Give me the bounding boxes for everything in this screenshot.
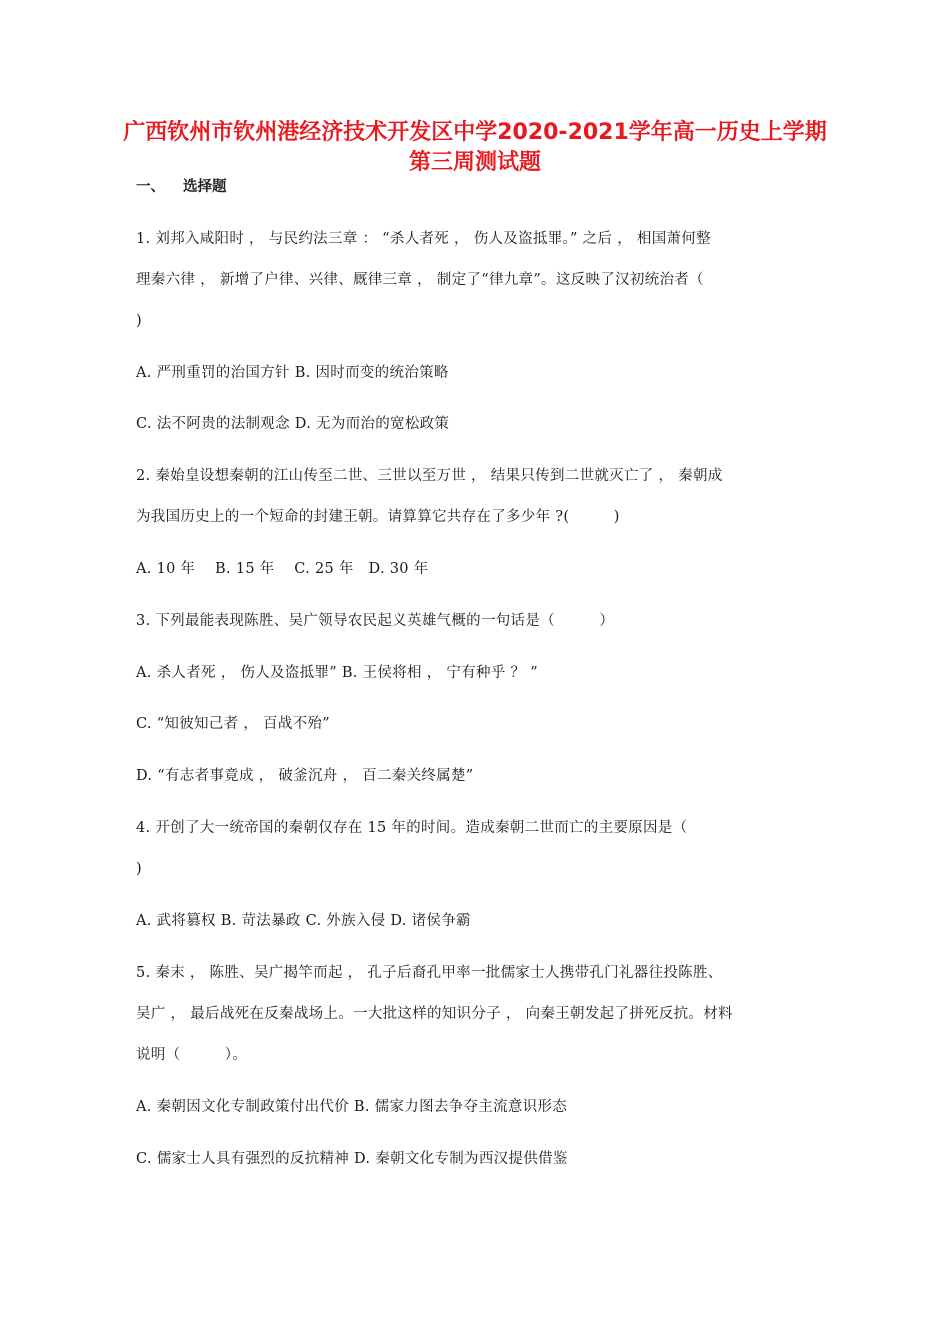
document-title: 广西钦州市钦州港经济技术开发区中学2020-2021学年高一历史上学期第三周测试题	[123, 120, 827, 175]
section-label: 选择题	[183, 179, 227, 195]
question-4-line-1: 4. 开创了大一统帝国的秦朝仅存在 15 年的时间。造成秦朝二世而亡的主要原因是（	[136, 820, 688, 836]
question-2-line-1: 2. 秦始皇设想秦朝的江山传至二世、三世以至万世 ， 结果只传到二世就灭亡了 ， 秦朝成	[136, 468, 723, 484]
question-4-option-line-1: A. 武将篡权 B. 苛法暴政 C. 外族入侵 D. 诸侯争霸	[136, 913, 471, 929]
question-3-option-line-1: A. 杀人者死 ， 伤人及盗抵罪” B. 王侯将相 ， 宁有种乎 ？ ”	[136, 665, 538, 681]
question-2-option-line-1: A. 10 年 B. 15 年 C. 25 年 D. 30 年	[136, 561, 429, 577]
question-5-line-1: 5. 秦末 ， 陈胜、吴广揭竿而起 ， 孔子后裔孔甲率一批儒家士人携带孔门礼器往投陈胜、	[136, 965, 723, 981]
question-5-option-line-2: C. 儒家士人具有强烈的反抗精神 D. 秦朝文化专制为西汉提供借鉴	[136, 1151, 568, 1167]
question-2-line-2: 为我国历史上的一个短命的封建王朝。请算算它共存在了多少年 ?( )	[136, 509, 620, 525]
section-heading	[136, 177, 227, 197]
question-5-line-3: 说明（ ）。	[136, 1047, 248, 1063]
question-5-option-line-1: A. 秦朝因文化专制政策付出代价 B. 儒家力图去争夺主流意识形态	[136, 1099, 568, 1115]
question-3-option-line-3: D. “有志者事竟成 ， 破釜沉舟 ， 百二秦关终属楚”	[136, 768, 474, 784]
question-1-line-3: )	[136, 313, 142, 329]
question-1-option-line-2: C. 法不阿贵的法制观念 D. 无为而治的宽松政策	[136, 416, 450, 432]
question-5-line-2: 吴广 ， 最后战死在反秦战场上。一大批这样的知识分子 ， 向秦王朝发起了拼死反抗。材料	[136, 1006, 733, 1022]
question-3-line-1: 3. 下列最能表现陈胜、吴广领导农民起义英雄气概的一句话是（ ）	[136, 613, 615, 629]
question-4-line-2: )	[136, 861, 142, 877]
question-1-line-2: 理秦六律 ， 新增了户律、兴律、厩律三章 ， 制定了“律九章”。这反映了汉初统治者（	[136, 272, 704, 288]
question-1-option-line-1: A. 严刑重罚的治国方针 B. 因时而变的统治策略	[136, 365, 449, 381]
question-3-option-line-2: C. “知彼知己者 ， 百战不殆”	[136, 716, 330, 732]
section-number: 一、	[136, 179, 165, 195]
question-1-line-1: 1. 刘邦入咸阳时 ， 与民约法三章 ： “杀人者死 ， 伤人及盗抵罪。” 之后 ， 相国萧何整	[136, 231, 711, 247]
